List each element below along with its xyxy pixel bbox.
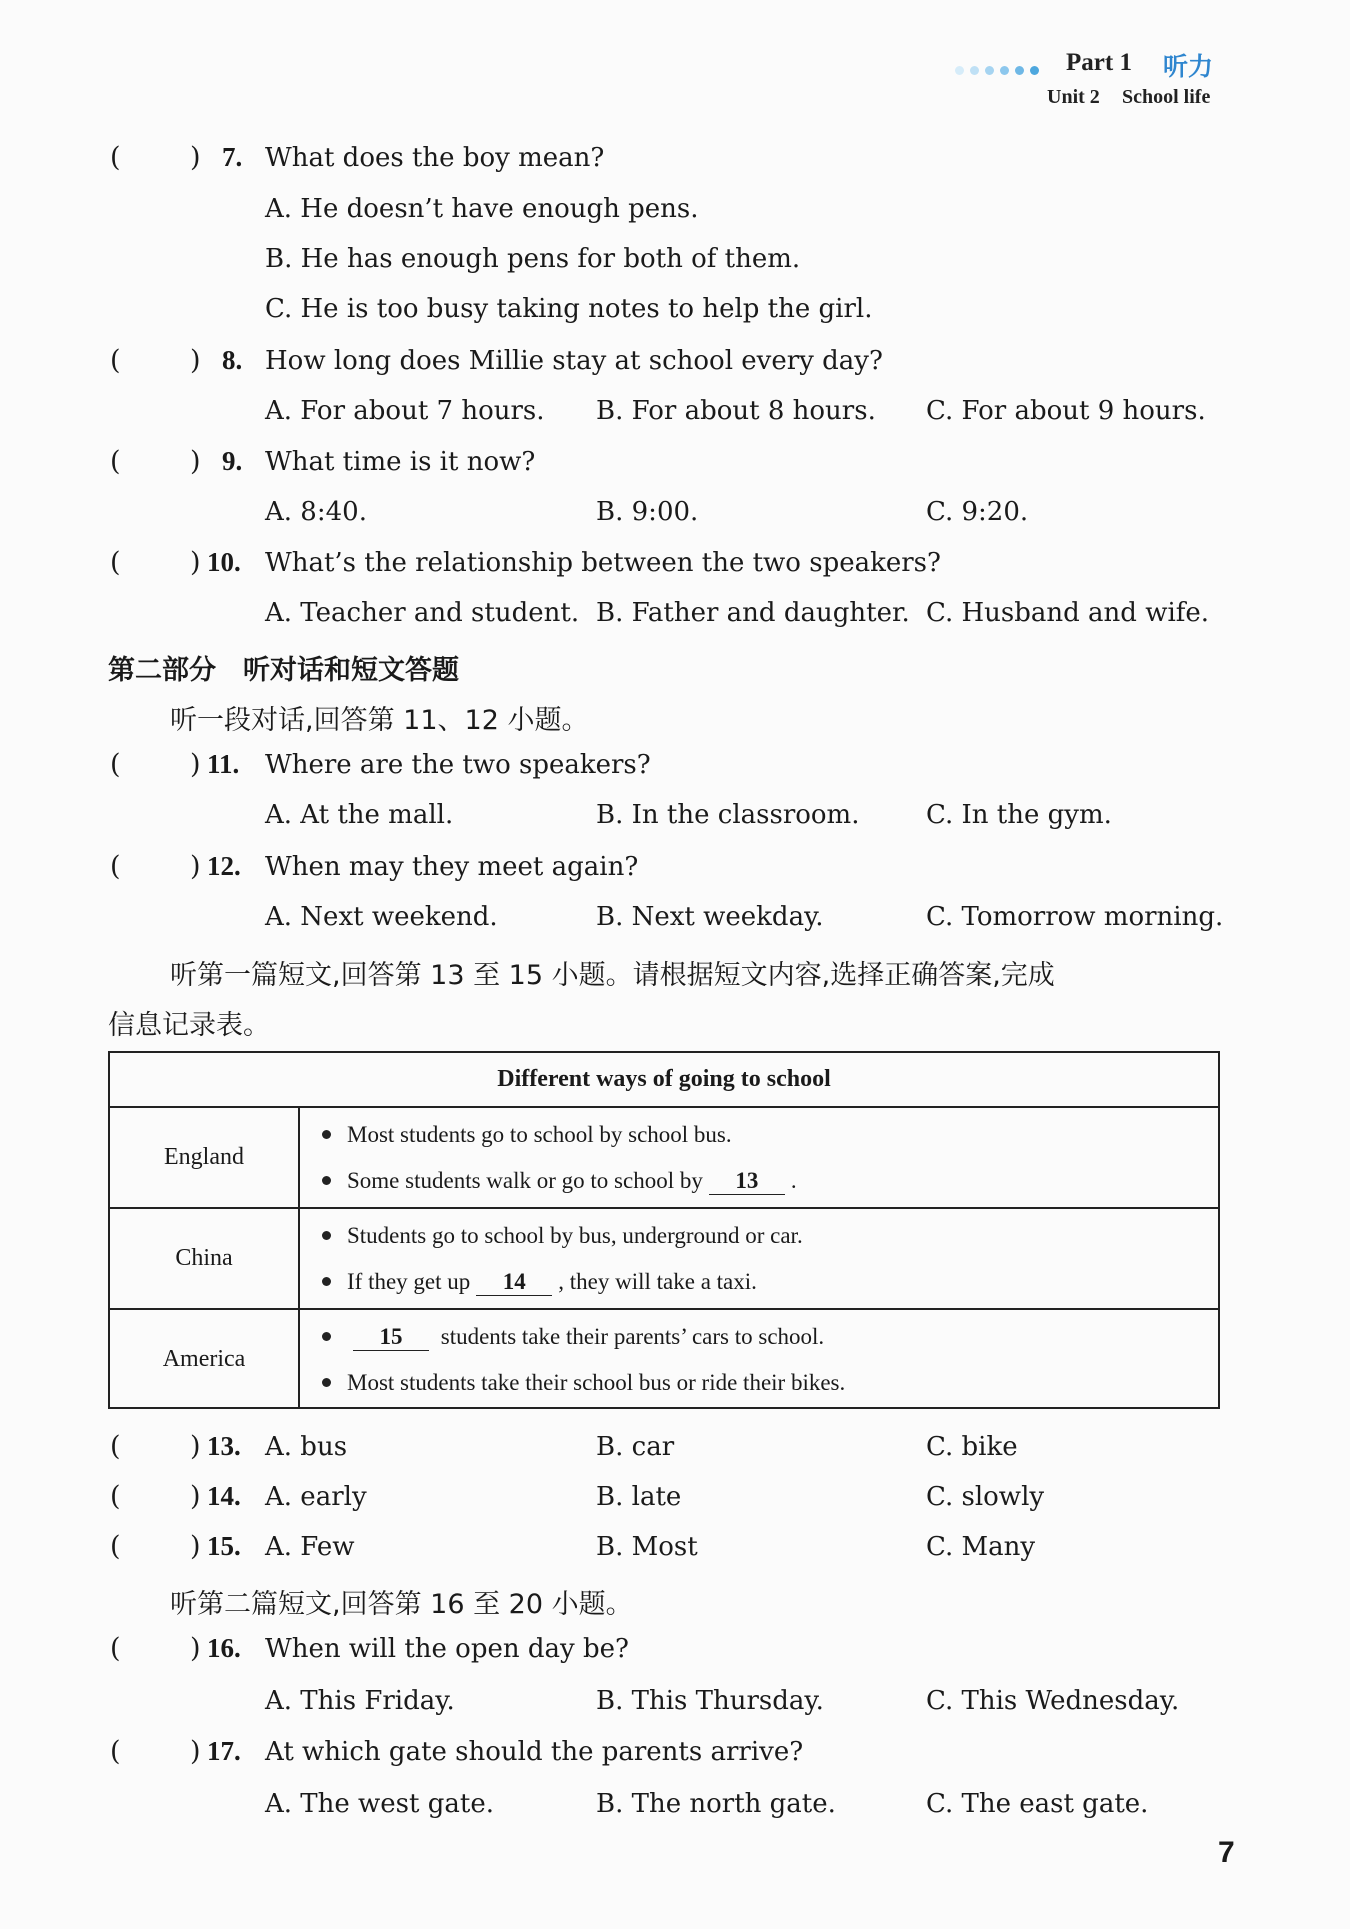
- dot-icon: [1030, 66, 1039, 75]
- option-b: B. Most: [596, 1532, 698, 1562]
- question-text: At which gate should the parents arrive?: [265, 1737, 804, 1767]
- question-text: When will the open day be?: [265, 1634, 629, 1664]
- section-instruction: 听一段对话,回答第 11、12 小题。: [170, 705, 589, 736]
- option-b: B. 9:00.: [596, 497, 699, 527]
- answer-paren-right: ): [190, 446, 201, 477]
- bullet-icon: [322, 1332, 331, 1341]
- bullet-icon: [322, 1176, 331, 1185]
- header-part: Part 1: [1066, 49, 1132, 76]
- option-c: C. The east gate.: [926, 1789, 1149, 1819]
- option-c: C. This Wednesday.: [926, 1686, 1180, 1716]
- blank-15[interactable]: 15: [353, 1324, 429, 1351]
- bullet-text: Most students take their school bus or ride their bikes.: [347, 1370, 846, 1395]
- option-b: B. For about 8 hours.: [596, 396, 876, 426]
- answer-paren-left[interactable]: (: [110, 1633, 121, 1664]
- answer-paren-left[interactable]: (: [110, 345, 121, 376]
- option-a: A. He doesn’t have enough pens.: [265, 194, 699, 224]
- option-c: C. For about 9 hours.: [926, 396, 1206, 426]
- answer-paren-right: ): [190, 1481, 201, 1512]
- answer-paren-right: ): [190, 547, 201, 578]
- question-number: 8.: [222, 345, 243, 375]
- answer-paren-right: ): [190, 851, 201, 882]
- table-row-america: [110, 1310, 1218, 1409]
- question-number: 14.: [207, 1481, 241, 1511]
- option-c: C. Tomorrow morning.: [926, 902, 1224, 932]
- section-instruction-cont: 信息记录表。: [108, 1010, 270, 1041]
- option-a: A. Next weekend.: [265, 902, 498, 932]
- question-number: 16.: [207, 1633, 241, 1663]
- section-instruction: 听第一篇短文,回答第 13 至 15 小题。请根据短文内容,选择正确答案,完成: [170, 960, 1055, 991]
- question-text: When may they meet again?: [265, 852, 639, 882]
- option-b: B. Next weekday.: [596, 902, 824, 932]
- bullet-icon: [322, 1130, 331, 1139]
- answer-paren-left[interactable]: (: [110, 1431, 121, 1462]
- question-text: What does the boy mean?: [265, 143, 605, 173]
- dot-icon: [985, 66, 994, 75]
- option-a: A. Teacher and student.: [265, 598, 580, 628]
- section-title: 第二部分 听对话和短文答题: [108, 655, 459, 686]
- country-cell: England: [110, 1108, 300, 1207]
- answer-paren-left[interactable]: (: [110, 1481, 121, 1512]
- answer-paren-right: ): [190, 749, 201, 780]
- bullet-text: .: [790, 1168, 797, 1193]
- blank-14[interactable]: 14: [476, 1269, 552, 1296]
- answer-paren-right: ): [190, 1531, 201, 1562]
- option-c: C. slowly: [926, 1482, 1045, 1512]
- option-b: B. car: [596, 1432, 675, 1462]
- bullet-text: Some students walk or go to school by: [347, 1168, 703, 1193]
- option-b: B. late: [596, 1482, 682, 1512]
- table-bullet: [322, 1122, 732, 1148]
- option-a: A. early: [265, 1482, 367, 1512]
- option-a: A. This Friday.: [265, 1686, 455, 1716]
- answer-paren-left[interactable]: (: [110, 749, 121, 780]
- header-dots: [955, 60, 1045, 79]
- table-bullet: [322, 1269, 757, 1296]
- option-a: A. The west gate.: [265, 1789, 494, 1819]
- table-title: Different ways of going to school: [110, 1053, 1218, 1108]
- question-text: What time is it now?: [265, 447, 536, 477]
- table-bullet: [322, 1168, 797, 1195]
- bullet-icon: [322, 1231, 331, 1240]
- answer-paren-right: ): [190, 1431, 201, 1462]
- dot-icon: [970, 66, 979, 75]
- dot-icon: [1015, 66, 1024, 75]
- option-a: A. 8:40.: [265, 497, 367, 527]
- bullet-text: students take their parents’ cars to school.: [440, 1324, 825, 1349]
- question-number: 9.: [222, 446, 243, 476]
- bullet-icon: [322, 1277, 331, 1286]
- header-part-cn: 听力: [1163, 52, 1214, 81]
- table-bullet: [322, 1370, 845, 1396]
- option-b: B. In the classroom.: [596, 800, 860, 830]
- question-number: 13.: [207, 1431, 241, 1461]
- bullet-text: Students go to school by bus, underground or car.: [347, 1223, 803, 1248]
- option-c: C. In the gym.: [926, 800, 1112, 830]
- question-number: 17.: [207, 1736, 241, 1766]
- question-number: 7.: [222, 142, 243, 172]
- answer-paren-right: ): [190, 1633, 201, 1664]
- bullet-text: , they will take a taxi.: [558, 1269, 757, 1294]
- bullet-icon: [322, 1378, 331, 1387]
- question-number: 11.: [207, 749, 240, 779]
- option-c: C. 9:20.: [926, 497, 1029, 527]
- question-number: 12.: [207, 851, 241, 881]
- answer-paren-left[interactable]: (: [110, 1736, 121, 1767]
- option-a: A. bus: [265, 1432, 348, 1462]
- option-a: A. Few: [265, 1532, 355, 1562]
- option-b: B. This Thursday.: [596, 1686, 824, 1716]
- bullet-text: Most students go to school by school bus.: [347, 1122, 732, 1147]
- question-text: Where are the two speakers?: [265, 750, 651, 780]
- header-unit-title: School life: [1122, 86, 1211, 108]
- country-cell: America: [110, 1310, 300, 1409]
- table-row-china: [110, 1209, 1218, 1310]
- section-instruction: 听第二篇短文,回答第 16 至 20 小题。: [170, 1589, 633, 1620]
- answer-paren-right: ): [190, 1736, 201, 1767]
- header-unit: Unit 2: [1047, 86, 1100, 108]
- dot-icon: [1000, 66, 1009, 75]
- table-bullet: [322, 1223, 803, 1249]
- option-b: B. The north gate.: [596, 1789, 836, 1819]
- info-table: [108, 1051, 1220, 1409]
- country-cell: China: [110, 1209, 300, 1308]
- answer-paren-left[interactable]: (: [110, 446, 121, 477]
- option-b: B. Father and daughter.: [596, 598, 910, 628]
- question-text: How long does Millie stay at school every day?: [265, 346, 883, 376]
- option-a: A. For about 7 hours.: [265, 396, 545, 426]
- question-number: 15.: [207, 1531, 241, 1561]
- option-c: C. bike: [926, 1432, 1018, 1462]
- option-c: C. Husband and wife.: [926, 598, 1210, 628]
- question-text: What’s the relationship between the two speakers?: [265, 548, 941, 578]
- blank-13[interactable]: 13: [709, 1168, 785, 1195]
- dot-icon: [955, 66, 964, 75]
- answer-paren-right: ): [190, 345, 201, 376]
- table-row-england: [110, 1108, 1218, 1209]
- option-b: B. He has enough pens for both of them.: [265, 244, 801, 274]
- answer-paren-left[interactable]: (: [110, 547, 121, 578]
- page-number: 7: [1218, 1836, 1235, 1869]
- question-number: 10.: [207, 547, 241, 577]
- answer-paren-left[interactable]: (: [110, 142, 121, 173]
- answer-paren-left[interactable]: (: [110, 851, 121, 882]
- option-a: A. At the mall.: [265, 800, 454, 830]
- option-c: C. Many: [926, 1532, 1036, 1562]
- answer-paren-left[interactable]: (: [110, 1531, 121, 1562]
- option-c: C. He is too busy taking notes to help the girl.: [265, 294, 873, 324]
- table-bullet: [322, 1324, 824, 1351]
- answer-paren-right: ): [190, 142, 201, 173]
- bullet-text: If they get up: [347, 1269, 471, 1294]
